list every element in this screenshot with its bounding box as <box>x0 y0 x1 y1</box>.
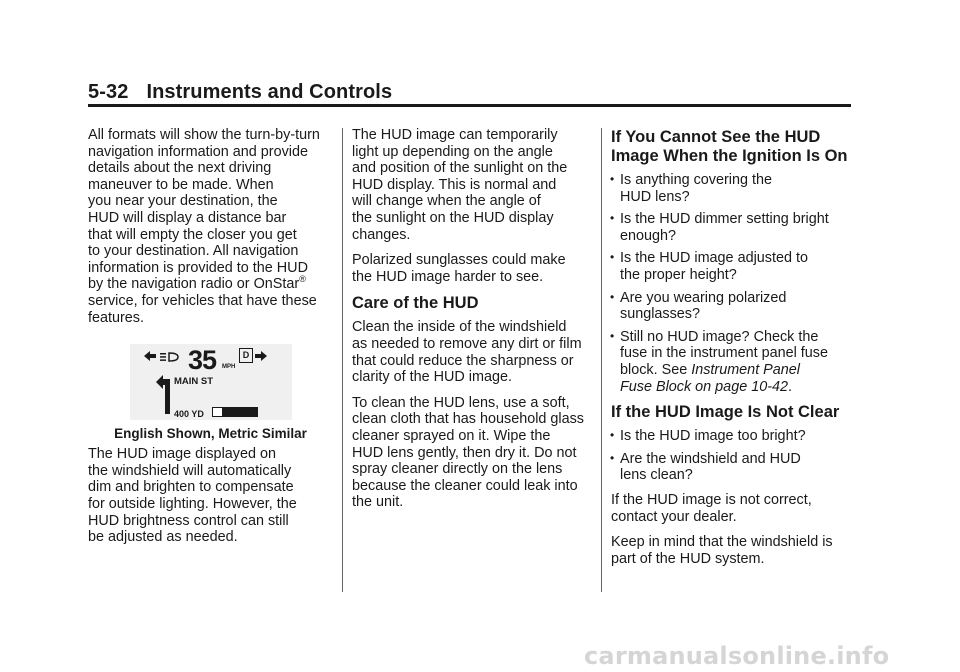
page-number: 5-32 <box>88 81 129 103</box>
hud-speed-unit: MPH <box>222 364 236 371</box>
header-rule <box>88 104 851 107</box>
column-1 <box>88 127 333 555</box>
hud-distance-bar-fill <box>222 408 257 416</box>
column-3 <box>611 128 856 576</box>
list-item: • Is the HUD dimmer setting bright enough? <box>610 211 829 244</box>
paragraph-sunglasses: Polarized sunglasses could make the HUD image harder to see. <box>352 252 566 285</box>
checklist-not-clear <box>611 428 856 484</box>
hud-distance: 400 YD <box>174 409 204 420</box>
list-item: • Are the windshield and HUD lens clean? <box>610 450 801 484</box>
column-divider-1 <box>342 128 343 592</box>
turn-arrow-icon <box>154 374 172 414</box>
right-arrow-icon <box>255 351 267 361</box>
hud-street-name: MAIN ST <box>174 376 214 388</box>
list-item: • Is the HUD image too bright? <box>610 428 806 445</box>
headlamp-icon <box>160 352 180 362</box>
hud-speed: 35 <box>188 345 217 376</box>
heading-cannot-see-hud: If You Cannot See the HUD Image When the Ignition Is On <box>611 128 848 165</box>
watermark: carmanualsonline.info <box>584 642 890 670</box>
list-item: • Are you wearing polarized sunglasses? <box>610 289 787 323</box>
list-item: • Is anything covering the HUD lens? <box>610 172 772 205</box>
hud-distance-bar <box>212 407 258 417</box>
list-item: • Still no HUD image? Check the fuse in the instrument panel fuse block. See Instrument Panel Fuse Block on page 10-42. <box>610 328 828 395</box>
list-item: • Is the HUD image adjusted to the proper height? <box>610 250 808 283</box>
paragraph-contact-dealer: If the HUD image is not correct, contact your dealer. <box>611 491 812 525</box>
section-title: Instruments and Controls <box>146 81 393 103</box>
paragraph-brightness: The HUD image displayed on the windshield will automatically dim and brighten to compensate for outside lighting. However, the HUD brightness control can still be adjusted as needed. <box>88 446 297 546</box>
cross-reference: Instrument Panel <box>691 361 800 378</box>
paragraph-clean-windshield: Clean the inside of the windshield as needed to remove any dirt or film that could reduce the sharpness or clarity of the HUD image. <box>352 319 582 386</box>
column-divider-2 <box>601 128 602 592</box>
paragraph-clean-lens: To clean the HUD lens, use a soft, clean cloth that has household glass cleaner sprayed on it. Wipe the HUD lens gently, then dry it. Do not spray cleaner directly on the lens because the cleaner could leak into the unit. <box>352 394 585 511</box>
hud-illustration <box>88 344 333 442</box>
left-arrow-icon <box>144 351 156 361</box>
paragraph-sunlight: The HUD image can temporarily light up depending on the angle and position of the sunlight on the HUD display. This is normal and will change when the angle of the sunlight on the HUD display changes. <box>352 127 568 243</box>
paragraph-navigation: All formats will show the turn-by-turn navigation information and provide details about the next driving maneuver to be made. When you near your destination, the HUD will display a distance bar that will empty the closer you get to your destination. All navigation information is provided to the HUD by the navigation radio or OnStar® service, for vehicles that have these features. <box>88 127 320 326</box>
heading-image-not-clear: If the HUD Image Is Not Clear <box>611 403 840 422</box>
figure-caption: English Shown, Metric Similar <box>114 426 307 442</box>
page-header <box>88 80 850 104</box>
checklist-cannot-see <box>611 172 856 395</box>
hud-gear-indicator: D <box>239 348 253 363</box>
cross-reference: Fuse Block on page 10-42 <box>620 378 789 395</box>
paragraph-windshield-part: Keep in mind that the windshield is part of the HUD system. <box>611 534 833 567</box>
column-2 <box>352 127 587 520</box>
hud-display-image <box>130 344 292 420</box>
heading-care-of-hud: Care of the HUD <box>352 294 479 313</box>
